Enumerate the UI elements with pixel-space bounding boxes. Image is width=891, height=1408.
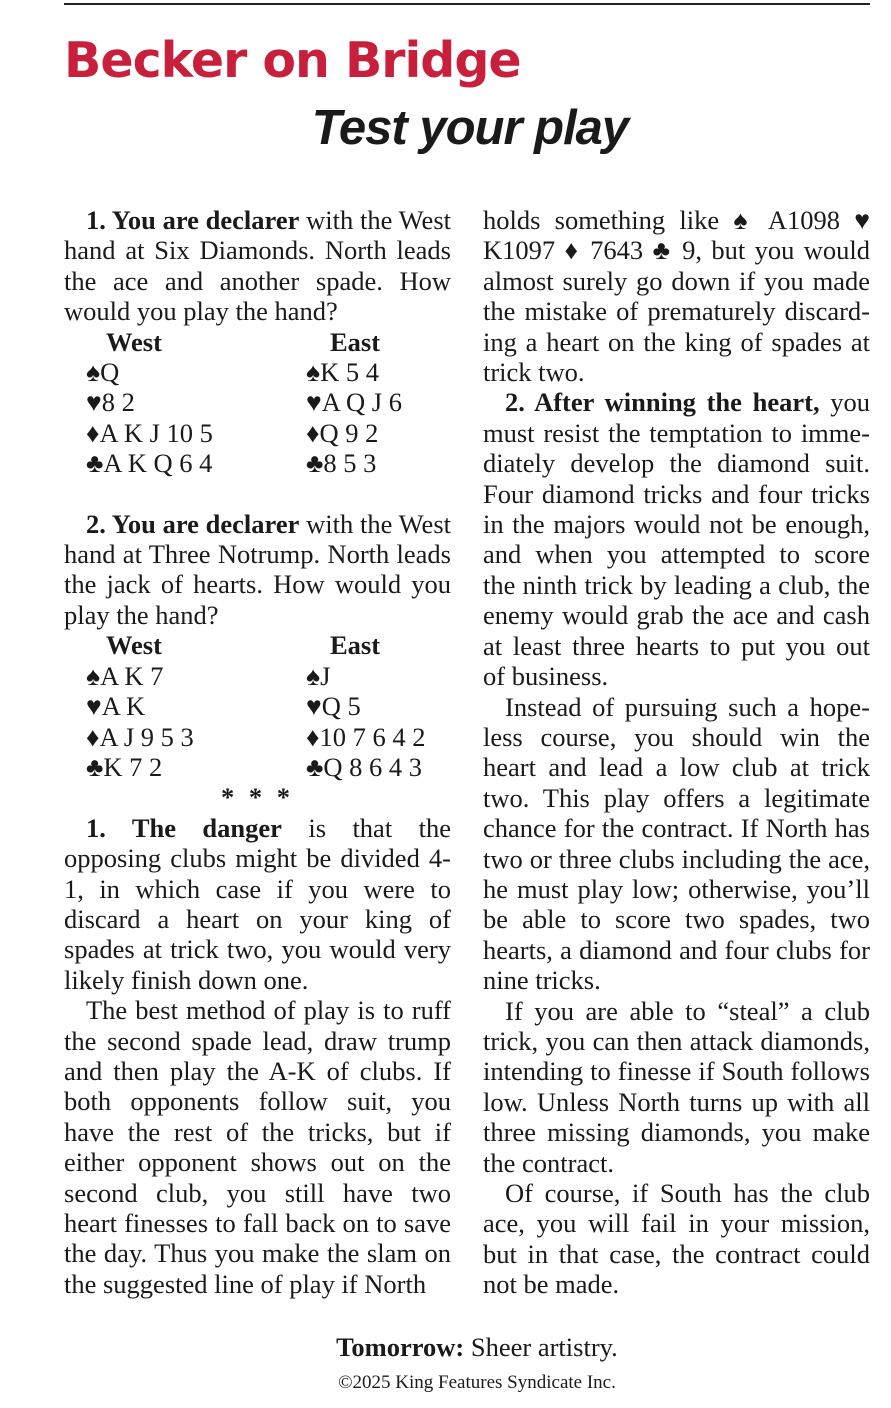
problem-2-deal <box>64 630 451 782</box>
problem-2-east-label: East <box>330 630 381 661</box>
problem-2-west-label: West <box>106 630 162 661</box>
top-rule <box>64 3 870 5</box>
solution-1-continuation: holds something like ♠ A1098 ♥ K1097 ♦ 7643 ♣ 9, but you would almost surely go down if you made the mistake of prematurely discarding a heart on the king of spades at trick two. <box>483 205 870 388</box>
problem-1-west-spades: ♠Q <box>86 357 120 388</box>
problem-1-west-hearts: ♥8 2 <box>86 387 135 418</box>
problem-1-text <box>64 205 451 327</box>
copyright-notice: ©2025 King Features Syndicate Inc. <box>338 1372 616 1393</box>
column-brand-title: Becker on Bridge <box>64 32 521 89</box>
solution-2-text <box>483 387 870 691</box>
problem-2-lead: 2. You are declarer <box>86 508 300 539</box>
solution-2-paragraph-3: If you are able to “steal” a club trick, you can then attack diamonds, intending to finesse if South follows low. Unless North turns up with all three missing diamonds, you make the contract. <box>483 995 870 1178</box>
solution-2-paragraph-2: Instead of pursuing such a hopeless course, you should win the heart and lead a low club at trick two. This play offers a legitimate chance for the contract. If North has two or three clubs including the ace, he must play low; otherwise, you’ll be able to score two spades, two hearts, a diamond and four clubs for nine tricks. <box>483 691 870 996</box>
problem-2-east-spades: ♠J <box>306 660 331 691</box>
problem-1-body: with the West hand at Six Diamonds. North leads the ace and another spade. How would you play the hand? <box>64 205 451 327</box>
problem-1-east-hearts: ♥A Q J 6 <box>306 387 402 418</box>
problem-2-text <box>64 509 451 631</box>
right-column <box>483 205 870 1300</box>
problem-2-west-hearts: ♥A K <box>86 691 146 722</box>
problem-1-east-clubs: ♣8 5 3 <box>306 448 377 479</box>
problem-1-deal <box>64 327 451 479</box>
tomorrow-label: Tomorrow: <box>336 1332 465 1362</box>
solution-1-text <box>64 813 451 995</box>
problem-1-west-diamonds: ♦A K J 10 5 <box>86 417 213 448</box>
problem-1-west-label: West <box>106 326 162 357</box>
problem-1-east-label: East <box>330 326 381 357</box>
page-title: Test your play <box>311 101 629 155</box>
tomorrow-teaser <box>0 1332 891 1363</box>
problem-2-east-clubs: ♣Q 8 6 4 3 <box>306 751 423 782</box>
section-separator: * * * <box>221 782 294 813</box>
solution-1-paragraph-2: The best method of play is to ruff the second spade lead, draw trump and then play the A-K of clubs. If both opponents follow suit, you have the rest of the tricks, but if either opponent shows out on the second club, you still have two heart finesses to fall back on to save the day. Thus you make the slam on the suggested line of play if North <box>64 995 451 1299</box>
spacer <box>64 479 451 509</box>
problem-2-east-hearts: ♥Q 5 <box>306 691 361 722</box>
solution-1-body: is that the opposing clubs might be divided 4-1, in which case if you were to discard a heart on your king of spades at trick two, you would very likely finish down one. <box>64 812 451 995</box>
solution-1-lead: 1. The danger <box>86 812 282 843</box>
problem-2-west-spades: ♠A K 7 <box>86 660 164 691</box>
problem-2-west-clubs: ♣K 7 2 <box>86 751 163 782</box>
solution-2-paragraph-4: Of course, if South has the club ace, you will fail in your mission, but in that case, the contract could not be made. <box>483 1178 870 1300</box>
problem-1-east-diamonds: ♦Q 9 2 <box>306 417 379 448</box>
problem-2-east-diamonds: ♦10 7 6 4 2 <box>306 721 426 752</box>
tomorrow-text: Sheer artistry. <box>464 1332 618 1362</box>
left-column <box>64 205 451 1299</box>
problem-2-body: with the West hand at Three Notrump. North leads the jack of hearts. How would you play the hand? <box>64 508 451 630</box>
solution-2-lead: 2. After winning the heart, <box>505 387 820 418</box>
solution-2-body: you must resist the temptation to immediately develop the diamond suit. Four diamond tricks and four tricks in the majors would not be enough, and when you attempted to score the ninth trick by leading a club, the enemy would grab the ace and cash at least three hearts to put you out of business. <box>483 387 871 692</box>
problem-1-lead: 1. You are declarer <box>86 205 300 235</box>
problem-1-west-clubs: ♣A K Q 6 4 <box>86 448 213 479</box>
problem-1-east-spades: ♠K 5 4 <box>306 357 379 388</box>
problem-2-west-diamonds: ♦A J 9 5 3 <box>86 721 194 752</box>
